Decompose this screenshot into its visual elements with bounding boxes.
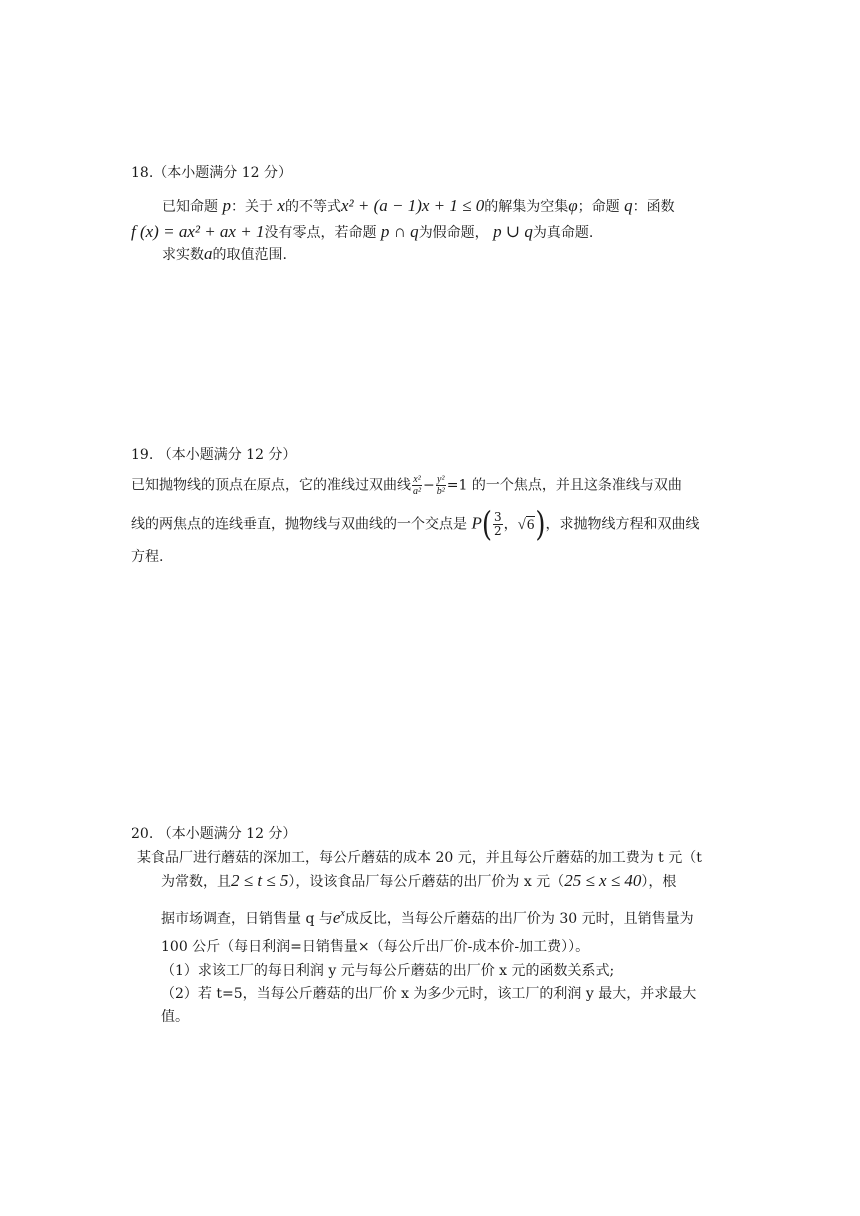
q19-comma: ， (503, 516, 518, 533)
q19-sqrt: √6 (517, 516, 535, 533)
q19-line1-text-a: 已知抛物线的顶点在原点，它的准线过双曲线 (131, 477, 411, 494)
q18-line1 (162, 196, 675, 217)
q18-line2-text-b: 为假命题， (418, 225, 489, 241)
q18-line2-text-c: 为真命题. (532, 225, 594, 241)
q20-exp-power: x (340, 908, 345, 919)
q19-line2-text-b: ，求抛物线方程和双曲线 (545, 516, 700, 533)
q20-line3-text-a: 据市场调查，日销售量 q 与 (161, 911, 333, 927)
q18-line1-text-d: 的解集为空集 (484, 199, 569, 215)
q19-fraction-y-den: b² (436, 486, 445, 497)
q19-fraction-x-num: x² (413, 474, 421, 485)
q19-fraction-den: 2 (494, 524, 502, 538)
q19-line2-text-a: 线的两焦点的连线垂直，抛物线与双曲线的一个交点是 (131, 516, 472, 533)
q20-header: 20. （本小题满分 12 分） (131, 826, 297, 842)
q18-line2-text-a: 没有零点，若命题 (264, 225, 377, 241)
q19-line3: 方程. (131, 549, 164, 565)
q19-sqrt-radicand: 6 (526, 516, 535, 533)
q18-var-p: p (222, 196, 231, 215)
q19-equals: =1 (446, 477, 468, 494)
q18-line1-text-f: ：函数 (632, 199, 675, 215)
q20-line2-text-b: ），设该食品厂每公斤蘑菇的出厂价为 x 元（ (288, 874, 565, 890)
q20-line2-text-c: ），根 (641, 874, 677, 890)
q18-line1-text-c: 的不等式 (284, 199, 341, 215)
q18-line1-text-e: ；命题 (577, 199, 620, 215)
q18-var-q: q (624, 196, 633, 215)
q18-inequality: x² + (a − 1)x + 1 ≤ 0 (340, 196, 485, 215)
q19-right-paren: ) (535, 505, 546, 544)
q20-line2-text-a: 为常数，且 (161, 874, 231, 890)
q20-line7: 值。 (161, 1009, 189, 1025)
q20-range-t: 2 ≤ t ≤ 5 (231, 871, 289, 890)
q19-fraction-x (412, 474, 422, 497)
q20-line2 (161, 871, 676, 892)
q19-header: 19. （本小题满分 12 分） (131, 447, 297, 463)
q20-line5: （1）求该工厂的每日利润 y 元与每公斤蘑菇的出厂价 x 元的函数关系式; (161, 963, 615, 979)
q18-empty-set: φ (568, 196, 578, 215)
q19-fraction-y (436, 474, 446, 497)
q19-line2 (131, 505, 700, 544)
q19-fraction-num: 3 (494, 510, 502, 524)
q18-header: 18.（本小题满分 12 分） (131, 165, 292, 181)
q19-minus: − (423, 477, 435, 494)
q18-line2 (131, 222, 593, 243)
q20-line1: 某食品厂进行蘑菇的深加工，每公斤蘑菇的成本 20 元，并且每公斤蘑菇的加工费为 t 元（t (137, 850, 702, 866)
q20-line4: 100 公斤（每日利润=日销售量×（每公斤出厂价-成本价-加工费））。 (161, 939, 590, 955)
q18-p-or-q: p ∪ q (493, 222, 533, 241)
q19-fraction-3-2 (493, 511, 503, 538)
q20-exponential (333, 908, 345, 927)
q18-var-x: x (277, 196, 285, 215)
q20-line3-text-b: 成反比，当每公斤蘑菇的出厂价为 30 元时，且销售量为 (344, 911, 694, 927)
q20-line3 (161, 904, 694, 929)
q18-function: f (x) = ax² + ax + 1 (131, 222, 265, 241)
q18-line3-text-a: 求实数 (162, 247, 204, 263)
q18-line3 (162, 244, 287, 265)
q19-point-p: P (471, 513, 482, 533)
q18-p-and-q: p ∩ q (380, 222, 419, 241)
q19-line1 (131, 474, 682, 497)
q20-range-x: 25 ≤ x ≤ 40 (564, 871, 642, 890)
q18-line1-text-a: 已知命题 (162, 199, 218, 215)
q18-line3-text-b: 的取值范围. (212, 247, 287, 263)
q19-left-paren: ( (481, 505, 492, 544)
q20-exp-base: e (332, 908, 341, 927)
q20-line6: （2）若 t=5，当每公斤蘑菇的出厂价 x 为多少元时，该工厂的利润 y 最大，并求最大 (161, 986, 697, 1002)
q19-fraction-x-den: a² (413, 486, 421, 497)
q19-line1-text-b: 的一个焦点，并且这条准线与双曲 (467, 477, 682, 494)
q19-fraction-y-num: y² (437, 474, 445, 485)
q18-var-a: a (204, 244, 213, 263)
q18-line1-text-b: ：关于 (230, 199, 273, 215)
